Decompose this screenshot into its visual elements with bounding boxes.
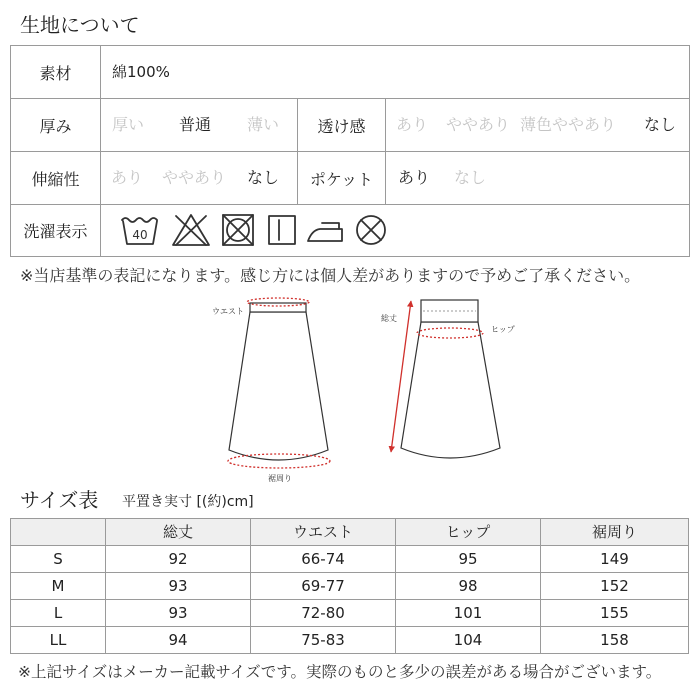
waist-cell: 75-83 [251,627,396,654]
transparency-option: あり [395,115,428,134]
no-bleach-icon [173,215,209,245]
size-label: L [11,600,106,627]
table-divider [11,204,689,205]
fabric-table [10,45,690,257]
header-hip: ヒップ [396,519,541,546]
material-value: 綿100% [112,63,170,81]
size-header-corner [11,519,106,546]
transparency-option: ややあり [445,115,510,134]
waist-cell: 72-80 [251,600,396,627]
skirt-body [229,312,328,460]
stretch-option: あり [110,168,143,187]
iron-icon [308,223,342,241]
skirt-body [401,322,500,458]
wash-temperature: 40 [132,228,148,242]
wash-40-icon [122,218,157,244]
transparency-option: なし [643,115,676,134]
waist-label: ウエスト [212,307,244,316]
transparency-option: 薄色ややあり [519,115,616,134]
laundry-label: 洗濯表示 [23,222,88,241]
size-table [10,518,689,654]
thickness-option: 普通 [178,115,211,134]
no-dry-clean-icon [357,216,385,244]
size-row [11,627,689,654]
hip-label: ヒップ [491,325,515,334]
fabric-note: ※当店基準の表記になります。感じ方には個人差がありますので予めご了承ください。 [20,266,641,285]
header-length: 総丈 [106,519,251,546]
size-label: M [11,573,106,600]
hip-cell: 98 [396,573,541,600]
hem-label: 裾周り [268,474,292,483]
material-label: 素材 [39,63,72,83]
waistband [421,300,478,322]
size-row [11,600,689,627]
skirt-front-view [212,298,330,483]
thickness-label: 厚み [39,116,72,136]
size-header-row [11,519,689,546]
no-tumble-dry-icon [223,215,253,245]
hip-cell: 101 [396,600,541,627]
table-divider [385,98,386,205]
length-label: 総丈 [381,314,397,323]
pocket-label: ポケット [309,169,374,189]
waist-cell: 69-77 [251,573,396,600]
size-row [11,573,689,600]
stretch-option: ややあり [161,168,226,187]
thickness-option: 薄い [246,115,279,134]
header-waist: ウエスト [251,519,396,546]
waistband [250,303,306,312]
size-row [11,546,689,573]
skirt-side-view [381,300,515,458]
hem-cell: 149 [541,546,689,573]
header-hem: 裾周り [541,519,689,546]
hem-cell: 152 [541,573,689,600]
size-chart-subtitle: 平置き実寸 [(約)cm] [122,494,254,510]
stretch-option: なし [246,168,279,187]
stretch-label: 伸縮性 [31,169,80,189]
laundry-symbols [112,206,402,254]
waist-cell: 66-74 [251,546,396,573]
size-note: ※上記サイズはメーカー記載サイズです。実際のものと多少の誤差がある場合がございます。 [18,663,662,681]
measurement-diagram [0,290,700,490]
thickness-option: 厚い [111,115,144,134]
hem-cell: 155 [541,600,689,627]
length-cell: 94 [106,627,251,654]
pocket-option: あり [397,168,430,187]
fabric-section-title: 生地について [20,13,140,37]
transparency-label: 透け感 [317,116,366,136]
line-dry-icon [269,216,295,244]
hip-cell: 104 [396,627,541,654]
size-label: S [11,546,106,573]
size-label: LL [11,627,106,654]
length-cell: 92 [106,546,251,573]
pocket-option: なし [453,168,486,187]
hip-cell: 95 [396,546,541,573]
table-divider [100,46,101,256]
length-cell: 93 [106,573,251,600]
length-cell: 93 [106,600,251,627]
hem-cell: 158 [541,627,689,654]
size-chart-title: サイズ表 [20,488,99,512]
